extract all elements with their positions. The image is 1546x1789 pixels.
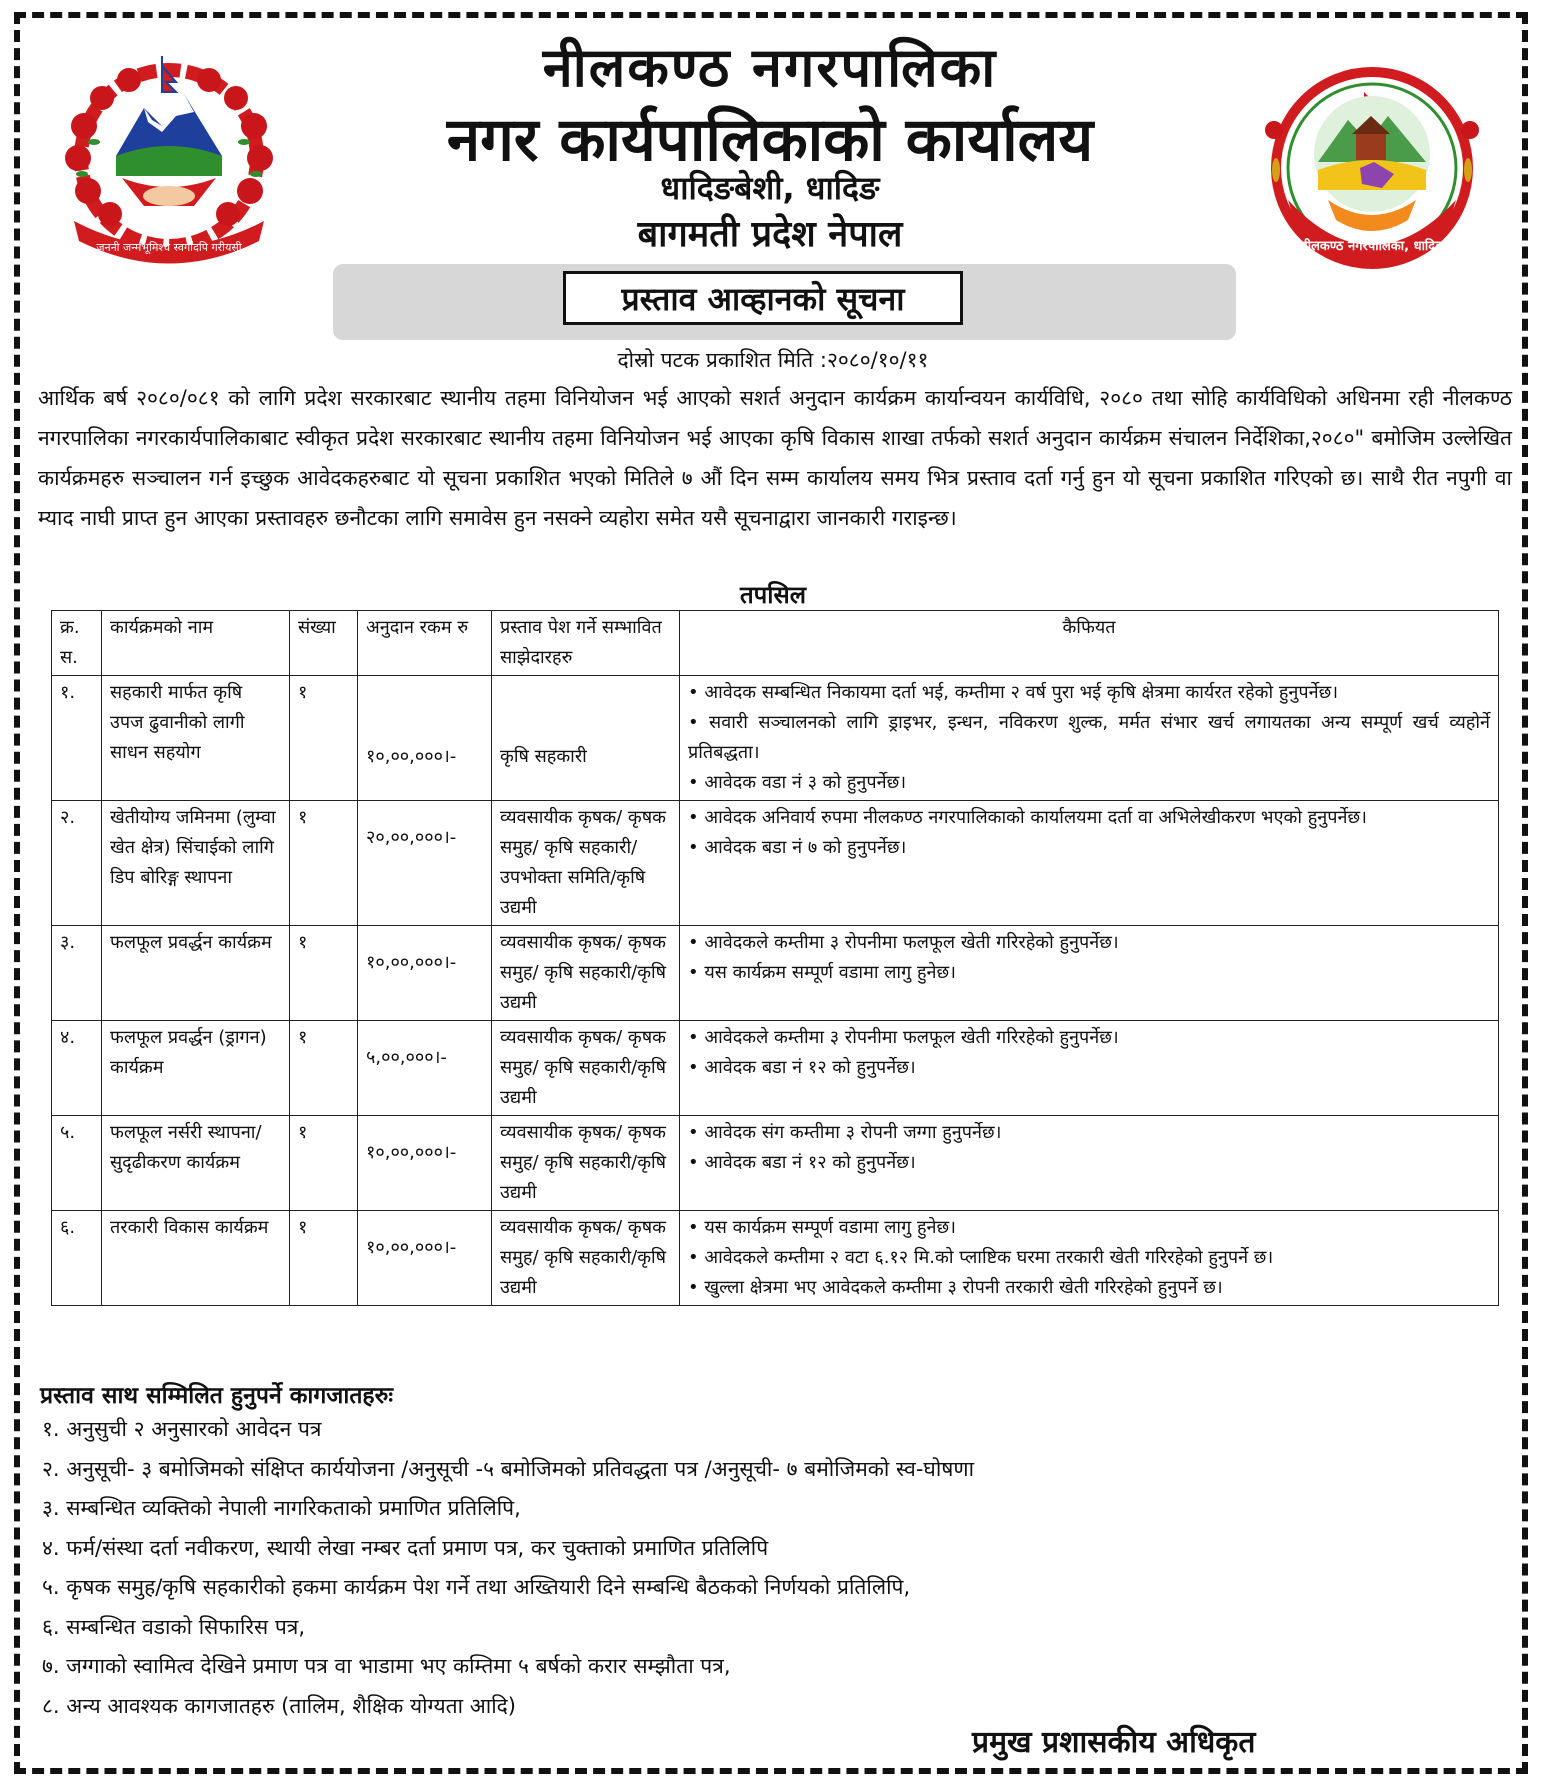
cell-partners: व्यवसायीक कृषक/ कृषक समुह/ कृषि सहकारी/कृषि उद्यमी [492, 1116, 680, 1211]
table-row [52, 676, 1499, 801]
svg-text:नीलकण्ठ नगरपालिका, धादिङ: नीलकण्ठ नगरपालिका, धादिङ [1300, 239, 1444, 254]
list-item: ६. सम्बन्धित वडाको सिफारिस पत्र, [42, 1614, 306, 1639]
remark-item: • सवारी सञ्चालनको लागि ड्राइभर, इन्धन, नविकरण शुल्क, मर्मत संभार खर्च लगायतका अन्य सम्पूर्ण खर्च व्यहोर्ने प्रतिबद्धता। [688, 708, 1490, 768]
header-remarks: कैफियत [680, 611, 1499, 676]
cell-count: १ [290, 926, 358, 1021]
header-sn: क्र. स. [52, 611, 102, 676]
header-program-name: कार्यक्रमको नाम [102, 611, 290, 676]
intro-paragraph: आर्थिक बर्ष २०८०/०८१ को लागि प्रदेश सरकारबाट स्थानीय तहमा विनियोजन भई आएको सशर्त अनुदान कार्यक्रम कार्यान्वयन कार्यविधि, २०८० तथा सोहि कार्यविधिको अधिनमा रही नीलकण्ठ नगरपालिका नगरकार्यपालिकाबाट स्वीकृत प्रदेश सरकारबाट स्थानीय तहमा विनियोजन भई आएका कृषि विकास शाखा तर्फको सशर्त अनुदान कार्यक्रम संचालन निर्देशिका,२०८०" बमोजिम उल्लेखित कार्यक्रमहरु सञ्चालन गर्न इच्छुक आवेदकहरुबाट यो सूचना प्रकाशित भएको मितिले ७ औं दिन सम्म कार्यालय समय भित्र प्रस्ताव दर्ता गर्नु हुन यो सूचना प्रकाशित गरिएको छ। साथै रीत नपुगी वा म्याद नाघी प्राप्त हुन आएका प्रस्तावहरु छनौटका लागि समावेस हुन नसक्ने व्यहोरा समेत यसै सूचनाद्वारा जानकारी गराइन्छ। [38, 386, 1512, 530]
cell-count: १ [290, 676, 358, 801]
cell-count: १ [290, 1211, 358, 1306]
list-item: ७. जग्गाको स्वामित्व देखिने प्रमाण पत्र वा भाडामा भए कम्तिमा ५ बर्षको करार सम्झौता पत्र, [42, 1654, 731, 1678]
list-item: ८. अन्य आवश्यक कागजातहरु (तालिम, शैक्षिक योग्यता आदि) [42, 1693, 516, 1718]
municipality-logo [1248, 50, 1496, 290]
cell-remarks [680, 1116, 1499, 1211]
cell-remarks [680, 1021, 1499, 1116]
municipality-name: नीलकण्ठ नगरपालिका [542, 36, 998, 99]
remark-item: • आवेदक अनिवार्य रुपमा नीलकण्ठ नगरपालिकाको कार्यालयमा दर्ता वा अभिलेखीकरण भएको हुनुपर्नेछ। [688, 803, 1490, 833]
table-row [52, 926, 1499, 1021]
cell-program-name: खेतीयोग्य जमिनमा (लुम्वा खेत क्षेत्र) सिंचाईको लागि डिप बोरिङ्ग स्थापना [102, 801, 290, 926]
schedule-caption: तपसिल [739, 581, 807, 609]
cell-program-name: तरकारी विकास कार्यक्रम [102, 1211, 290, 1306]
notice-title-banner [333, 264, 1236, 340]
cell-program-name: सहकारी मार्फत कृषि उपज ढुवानीको लागी साधन सहयोग [102, 676, 290, 801]
cell-sn: ३. [52, 926, 102, 1021]
cell-program-name: फलफूल प्रवर्द्धन कार्यक्रम [102, 926, 290, 1021]
cell-amount: ५,००,०००।- [358, 1021, 492, 1116]
remark-item: • खुल्ला क्षेत्रमा भए आवेदकले कम्तीमा ३ रोपनी तरकारी खेती गरिरहेको हुनुपर्ने छ। [688, 1273, 1490, 1303]
table-header-row [52, 611, 1499, 676]
cell-sn: ५. [52, 1116, 102, 1211]
nepal-emblem-logo [44, 46, 294, 266]
remark-item: • यस कार्यक्रम सम्पूर्ण वडामा लागु हुनेछ। [688, 958, 1490, 988]
cell-partners: व्यवसायीक कृषक/ कृषक समुह/ कृषि सहकारी/कृषि उद्यमी [492, 926, 680, 1021]
documents-heading: प्रस्ताव साथ सम्मिलित हुनुपर्ने कागजातहरुः [40, 1383, 394, 1409]
cell-remarks [680, 676, 1499, 801]
cell-amount: १०,००,०००।- [358, 926, 492, 1021]
cell-amount: २०,००,०००।- [358, 801, 492, 926]
remark-item: • आवेदक बडा नं ७ को हुनुपर्नेछ। [688, 833, 1490, 863]
header-partners: प्रस्ताव पेश गर्ने सम्भावित साझेदारहरु [492, 611, 680, 676]
cell-count: १ [290, 801, 358, 926]
remark-item: • आवेदक वडा नं ३ को हुनुपर्नेछ। [688, 768, 1490, 798]
svg-text:जननी जन्मभूमिश्च स्वर्गादपि गर: जननी जन्मभूमिश्च स्वर्गादपि गरीयसी [96, 241, 242, 254]
cell-count: १ [290, 1116, 358, 1211]
cell-amount: १०,००,०००।- [358, 676, 492, 801]
list-item: ३. सम्बन्धित व्यक्तिको नेपाली नागरिकताको प्रमाणित प्रतिलिपि, [42, 1496, 521, 1520]
cell-program-name: फलफूल प्रवर्द्धन (ड्रागन) कार्यक्रम [102, 1021, 290, 1116]
office-name: नगर कार्यपालिकाको कार्यालय [446, 105, 1094, 175]
remark-item: • आवेदक बडा नं १२ को हुनुपर्नेछ। [688, 1148, 1490, 1178]
publication-date: दोस्रो पटक प्रकाशित मिति :२०८०/१०/११ [617, 348, 929, 372]
program-table [51, 610, 1499, 1306]
cell-count: १ [290, 1021, 358, 1116]
cell-remarks [680, 926, 1499, 1021]
table-row [52, 1116, 1499, 1211]
documents-list [42, 1410, 1502, 1726]
cell-partners: व्यवसायीक कृषक/ कृषक समुह/ कृषि सहकारी/कृषि उद्यमी [492, 1021, 680, 1116]
signatory-title: प्रमुख प्रशासकीय अधिकृत [972, 1725, 1256, 1760]
remark-item: • आवेदकले कम्तीमा ३ रोपनीमा फलफूल खेती गरिरहेको हुनुपर्नेछ। [688, 1023, 1490, 1053]
cell-remarks [680, 1211, 1499, 1306]
remark-item: • यस कार्यक्रम सम्पूर्ण वडामा लागु हुनेछ। [688, 1213, 1490, 1243]
remark-item: • आवेदकले कम्तीमा २ वटा ६.१२ मि.को प्लाष्टिक घरमा तरकारी खेती गरिरहेको हुनुपर्ने छ। [688, 1243, 1490, 1273]
header-count: संख्या [290, 611, 358, 676]
notice-title: प्रस्ताव आव्हानको सूचना [563, 271, 963, 325]
header-amount: अनुदान रकम रु [358, 611, 492, 676]
list-item: ५. कृषक समुह/कृषि सहकारीको हकमा कार्यक्रम पेश गर्ने तथा अख्तियारी दिने सम्बन्धि बैठकको निर्णयको प्रतिलिपि, [42, 1575, 911, 1599]
cell-program-name: फलफूल नर्सरी स्थापना/सुदृढीकरण कार्यक्रम [102, 1116, 290, 1211]
cell-sn: २. [52, 801, 102, 926]
cell-partners: व्यवसायीक कृषक/ कृषक समुह/ कृषि सहकारी/कृषि उद्यमी [492, 1211, 680, 1306]
cell-partners: व्यवसायीक कृषक/ कृषक समुह/ कृषि सहकारी/उपभोक्ता समिति/कृषि उद्यमी [492, 801, 680, 926]
province-name: बागमती प्रदेश नेपाल [637, 214, 903, 255]
cell-sn: ४. [52, 1021, 102, 1116]
cell-sn: १. [52, 676, 102, 801]
list-item: ४. फर्म/संस्था दर्ता नवीकरण, स्थायी लेखा नम्बर दर्ता प्रमाण पत्र, कर चुक्ताको प्रमाणित प्रतिलिपि [42, 1535, 769, 1560]
cell-amount: १०,००,०००।- [358, 1211, 492, 1306]
cell-amount: १०,००,०००।- [358, 1116, 492, 1211]
table-row [52, 1211, 1499, 1306]
remark-item: • आवेदक संग कम्तीमा ३ रोपनी जग्गा हुनुपर्नेछ। [688, 1118, 1490, 1148]
list-item: २. अनुसूची- ३ बमोजिमको संक्षिप्त कार्ययोजना /अनुसूची -५ बमोजिमको प्रतिवद्धता पत्र /अनुसूची- ७ बमोजिमको स्व-घोषणा [42, 1456, 975, 1481]
remark-item: • आवेदक सम्बन्धित निकायमा दर्ता भई, कम्तीमा २ वर्ष पुरा भई कृषि क्षेत्रमा कार्यरत रहेको हुनुपर्नेछ। [688, 678, 1490, 708]
remark-item: • आवेदकले कम्तीमा ३ रोपनीमा फलफूल खेती गरिरहेको हुनुपर्नेछ। [688, 928, 1490, 958]
cell-partners: कृषि सहकारी [492, 676, 680, 801]
office-location: धादिङबेशी, धादिङ [660, 169, 880, 207]
cell-remarks [680, 801, 1499, 926]
remark-item: • आवेदक बडा नं १२ को हुनुपर्नेछ। [688, 1053, 1490, 1083]
cell-sn: ६. [52, 1211, 102, 1306]
list-item: १. अनुसुची २ अनुसारको आवेदन पत्र [42, 1417, 322, 1441]
table-row [52, 1021, 1499, 1116]
table-row [52, 801, 1499, 926]
